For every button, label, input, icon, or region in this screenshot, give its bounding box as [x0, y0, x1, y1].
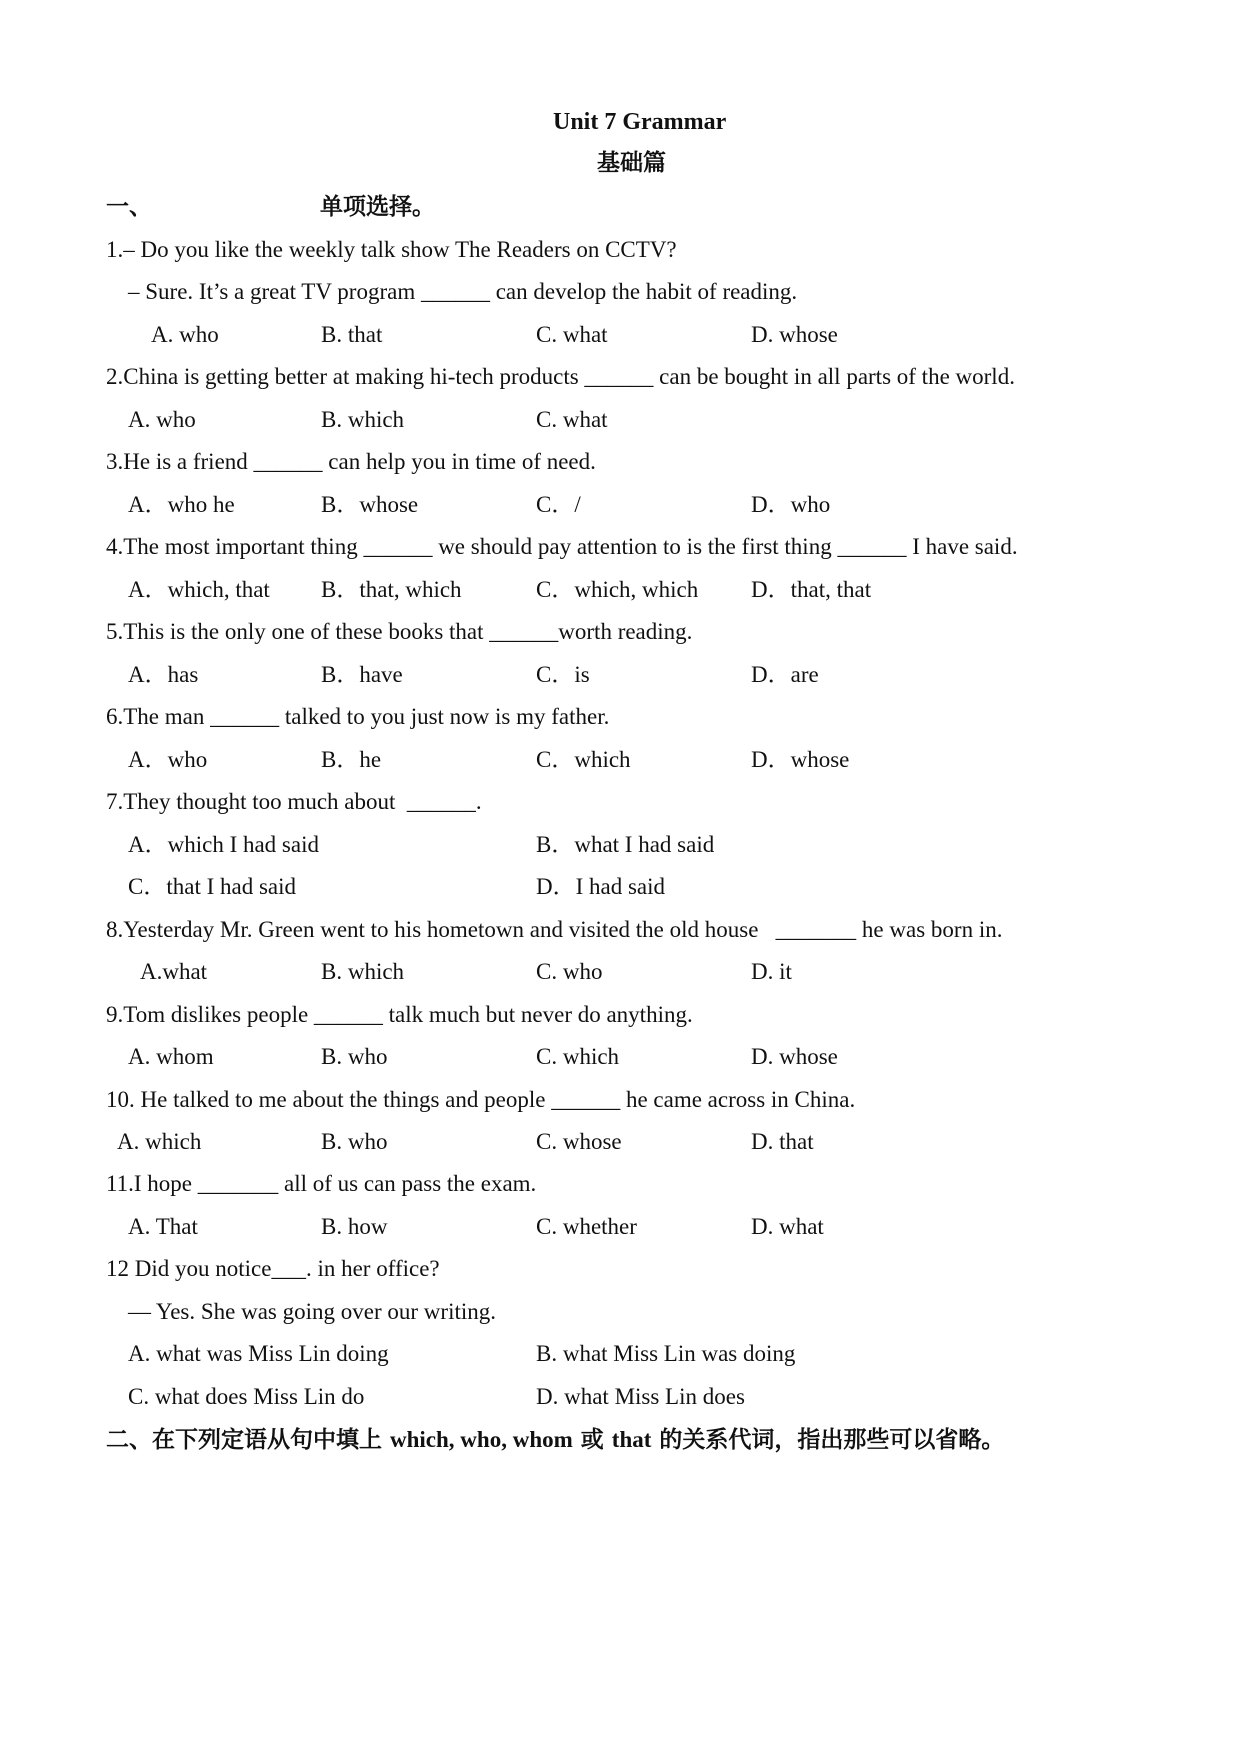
question-11-option-d: D. what [751, 1214, 824, 1239]
question-8-option-d: D. it [751, 959, 792, 984]
question-2-option-b: B. which [321, 407, 405, 432]
question-10-stem: 10. He talked to me about the things and people ______ he came across in China. [106, 1087, 856, 1112]
question-3-option-c: C．/ [536, 492, 581, 517]
question-2-option-a: A. who [128, 407, 196, 432]
page-title: Unit 7 Grammar [553, 109, 727, 135]
question-4-option-c: C．which, which [536, 577, 699, 602]
question-1-option-a: A. who [151, 322, 219, 347]
question-11-option-a: A. That [128, 1214, 198, 1239]
question-6-option-a: A．who [128, 747, 208, 772]
page-subtitle: 基础篇 [597, 150, 666, 176]
section2-word2: that [611, 1427, 652, 1452]
question-1-option-d: D. whose [751, 322, 838, 347]
question-7-option-d: D．I had said [536, 874, 666, 899]
question-7-option-a: A．which I had said [128, 832, 319, 857]
question-4-stem: 4.The most important thing ______ we should pay attention to is the first thing ______ I have said. [106, 534, 1018, 559]
section2-words: which, who, whom [390, 1427, 573, 1452]
question-1-option-b: B. that [321, 322, 383, 347]
section1-number: 一、 [106, 194, 152, 220]
question-7-option-b: B．what I had said [536, 832, 715, 857]
question-9-option-a: A. whom [128, 1044, 214, 1069]
question-11-stem: 11.I hope _______ all of us can pass the exam. [106, 1171, 537, 1196]
question-12-option-a: A. what was Miss Lin doing [128, 1341, 389, 1366]
question-10-option-d: D. that [751, 1129, 814, 1154]
question-12-stem: 12 Did you notice___. in her office? [106, 1256, 440, 1281]
question-9-option-d: D. whose [751, 1044, 838, 1069]
question-5-option-d: D．are [751, 662, 819, 687]
question-1-stem-reply: – Sure. It’s a great TV program ______ can develop the habit of reading. [128, 279, 798, 304]
question-6-option-d: D．whose [751, 747, 850, 772]
section2-mid: 或 [572, 1427, 612, 1453]
question-8-option-a: A.what [140, 959, 208, 984]
question-11-option-b: B. how [321, 1214, 388, 1239]
question-10-option-a: A. which [117, 1129, 202, 1154]
question-2-stem: 2.China is getting better at making hi-tech products ______ can be bought in all parts of the world. [106, 364, 1015, 389]
section2-prefix: 二、在下列定语从句中填上 [106, 1427, 391, 1453]
question-12-stem-reply: — Yes. She was going over our writing. [128, 1299, 496, 1324]
question-8-stem: 8.Yesterday Mr. Green went to his hometown and visited the old house _______ he was born in. [106, 917, 1003, 942]
question-7-stem: 7.They thought too much about ______. [106, 789, 482, 814]
question-3-option-b: B．whose [321, 492, 419, 517]
question-4-option-d: D．that, that [751, 577, 872, 602]
question-9-stem: 9.Tom dislikes people ______ talk much but never do anything. [106, 1002, 693, 1027]
question-7-option-c: C．that I had said [128, 874, 296, 899]
question-6-stem: 6.The man ______ talked to you just now is my father. [106, 704, 610, 729]
question-5-stem: 5.This is the only one of these books that ______worth reading. [106, 619, 693, 644]
question-5-option-b: B．have [321, 662, 403, 687]
question-12-option-b: B. what Miss Lin was doing [536, 1341, 796, 1366]
section2-heading [106, 1425, 1004, 1455]
question-5-option-a: A．has [128, 662, 199, 687]
question-6-option-b: B．he [321, 747, 382, 772]
question-1-option-c: C. what [536, 322, 608, 347]
question-8-option-b: B. which [321, 959, 405, 984]
question-2-option-c: C. what [536, 407, 608, 432]
question-9-option-b: B. who [321, 1044, 388, 1069]
question-5-option-c: C．is [536, 662, 590, 687]
question-6-option-c: C．which [536, 747, 631, 772]
question-10-option-b: B. who [321, 1129, 388, 1154]
section2-suffix: 的关系代词，指出那些可以省略。 [651, 1427, 1005, 1453]
question-3-stem: 3.He is a friend ______ can help you in time of need. [106, 449, 596, 474]
question-12-option-c: C. what does Miss Lin do [128, 1384, 365, 1409]
section1-title: 单项选择。 [320, 194, 435, 220]
question-11-option-c: C. whether [536, 1214, 637, 1239]
question-4-option-b: B．that, which [321, 577, 462, 602]
question-1-stem: 1.– Do you like the weekly talk show The Readers on CCTV? [106, 237, 677, 262]
question-9-option-c: C. which [536, 1044, 620, 1069]
question-4-option-a: A．which, that [128, 577, 270, 602]
question-3-option-d: D．who [751, 492, 831, 517]
question-8-option-c: C. who [536, 959, 603, 984]
question-12-option-d: D. what Miss Lin does [536, 1384, 745, 1409]
question-3-option-a: A．who he [128, 492, 235, 517]
question-10-option-c: C. whose [536, 1129, 622, 1154]
